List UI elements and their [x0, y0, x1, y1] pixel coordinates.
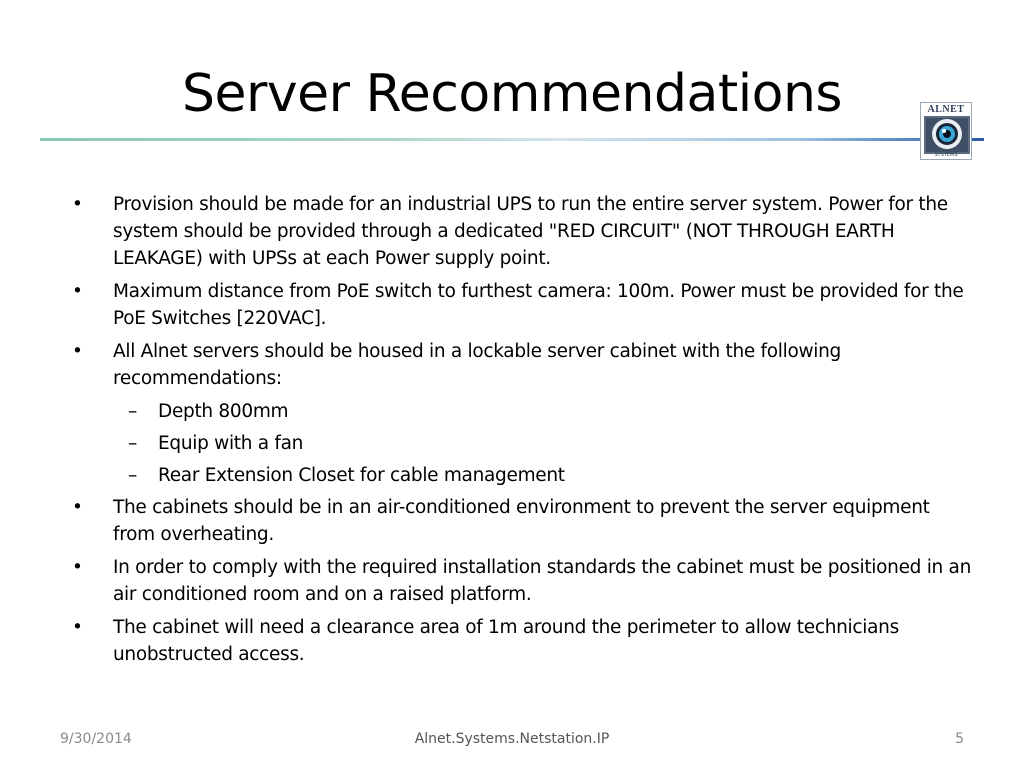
bullet-text: Maximum distance from PoE switch to furthest camera: 100m. Power must be provided for the PoE Switches [220VAC].	[113, 281, 964, 329]
bullet-marker: •	[72, 557, 83, 578]
bullet-list	[72, 191, 977, 674]
sub-bullet-text: Rear Extension Closet for cable management	[158, 465, 565, 486]
bullet-text: The cabinet will need a clearance area of 1m around the perimeter to allow technicians unobstructed access.	[113, 617, 899, 665]
sub-bullet-marker: –	[128, 433, 137, 454]
bullet-marker: •	[72, 617, 83, 638]
bullet-marker: •	[72, 341, 83, 362]
bullet-item	[72, 191, 977, 272]
footer-title: Alnet.Systems.Netstation.IP	[414, 731, 610, 747]
bullet-text: Provision should be made for an industrial UPS to run the entire server system. Power for the system should be provided through a dedicated "RED CIRCUIT" (NOT THROUGH EARTH LEAKAGE) with UPSs at each Power supply point.	[113, 194, 948, 269]
bullet-marker: •	[72, 497, 83, 518]
sub-bullet-item	[72, 398, 977, 425]
slide-title: Server Recommendations	[181, 64, 843, 124]
sub-bullet-marker: –	[128, 401, 137, 422]
alnet-logo	[920, 102, 972, 160]
logo-text: ALNET	[927, 104, 965, 115]
bullet-item	[72, 554, 977, 608]
bullet-text: All Alnet servers should be housed in a lockable server cabinet with the following recommendations:	[113, 341, 842, 389]
sub-bullet-marker: –	[128, 465, 137, 486]
sub-bullet-text: Equip with a fan	[158, 433, 304, 454]
bullet-marker: •	[72, 281, 83, 302]
bullet-text: In order to comply with the required installation standards the cabinet must be positioned in an air conditioned room and on a raised platform.	[113, 557, 972, 605]
bullet-marker: •	[72, 194, 83, 215]
title-divider	[40, 138, 984, 141]
bullet-item	[72, 338, 977, 392]
bullet-item	[72, 614, 977, 668]
bullet-item	[72, 278, 977, 332]
sub-bullet-item	[72, 430, 977, 457]
slide-number: 5	[955, 731, 964, 747]
footer-date: 9/30/2014	[60, 731, 132, 747]
sub-bullet-item	[72, 462, 977, 489]
bullet-text: The cabinets should be in an air-conditioned environment to prevent the server equipment from overheating.	[113, 497, 930, 545]
logo-subtext: SYSTEMS	[934, 152, 958, 158]
sub-bullet-text: Depth 800mm	[158, 401, 289, 422]
bullet-item	[72, 494, 977, 548]
